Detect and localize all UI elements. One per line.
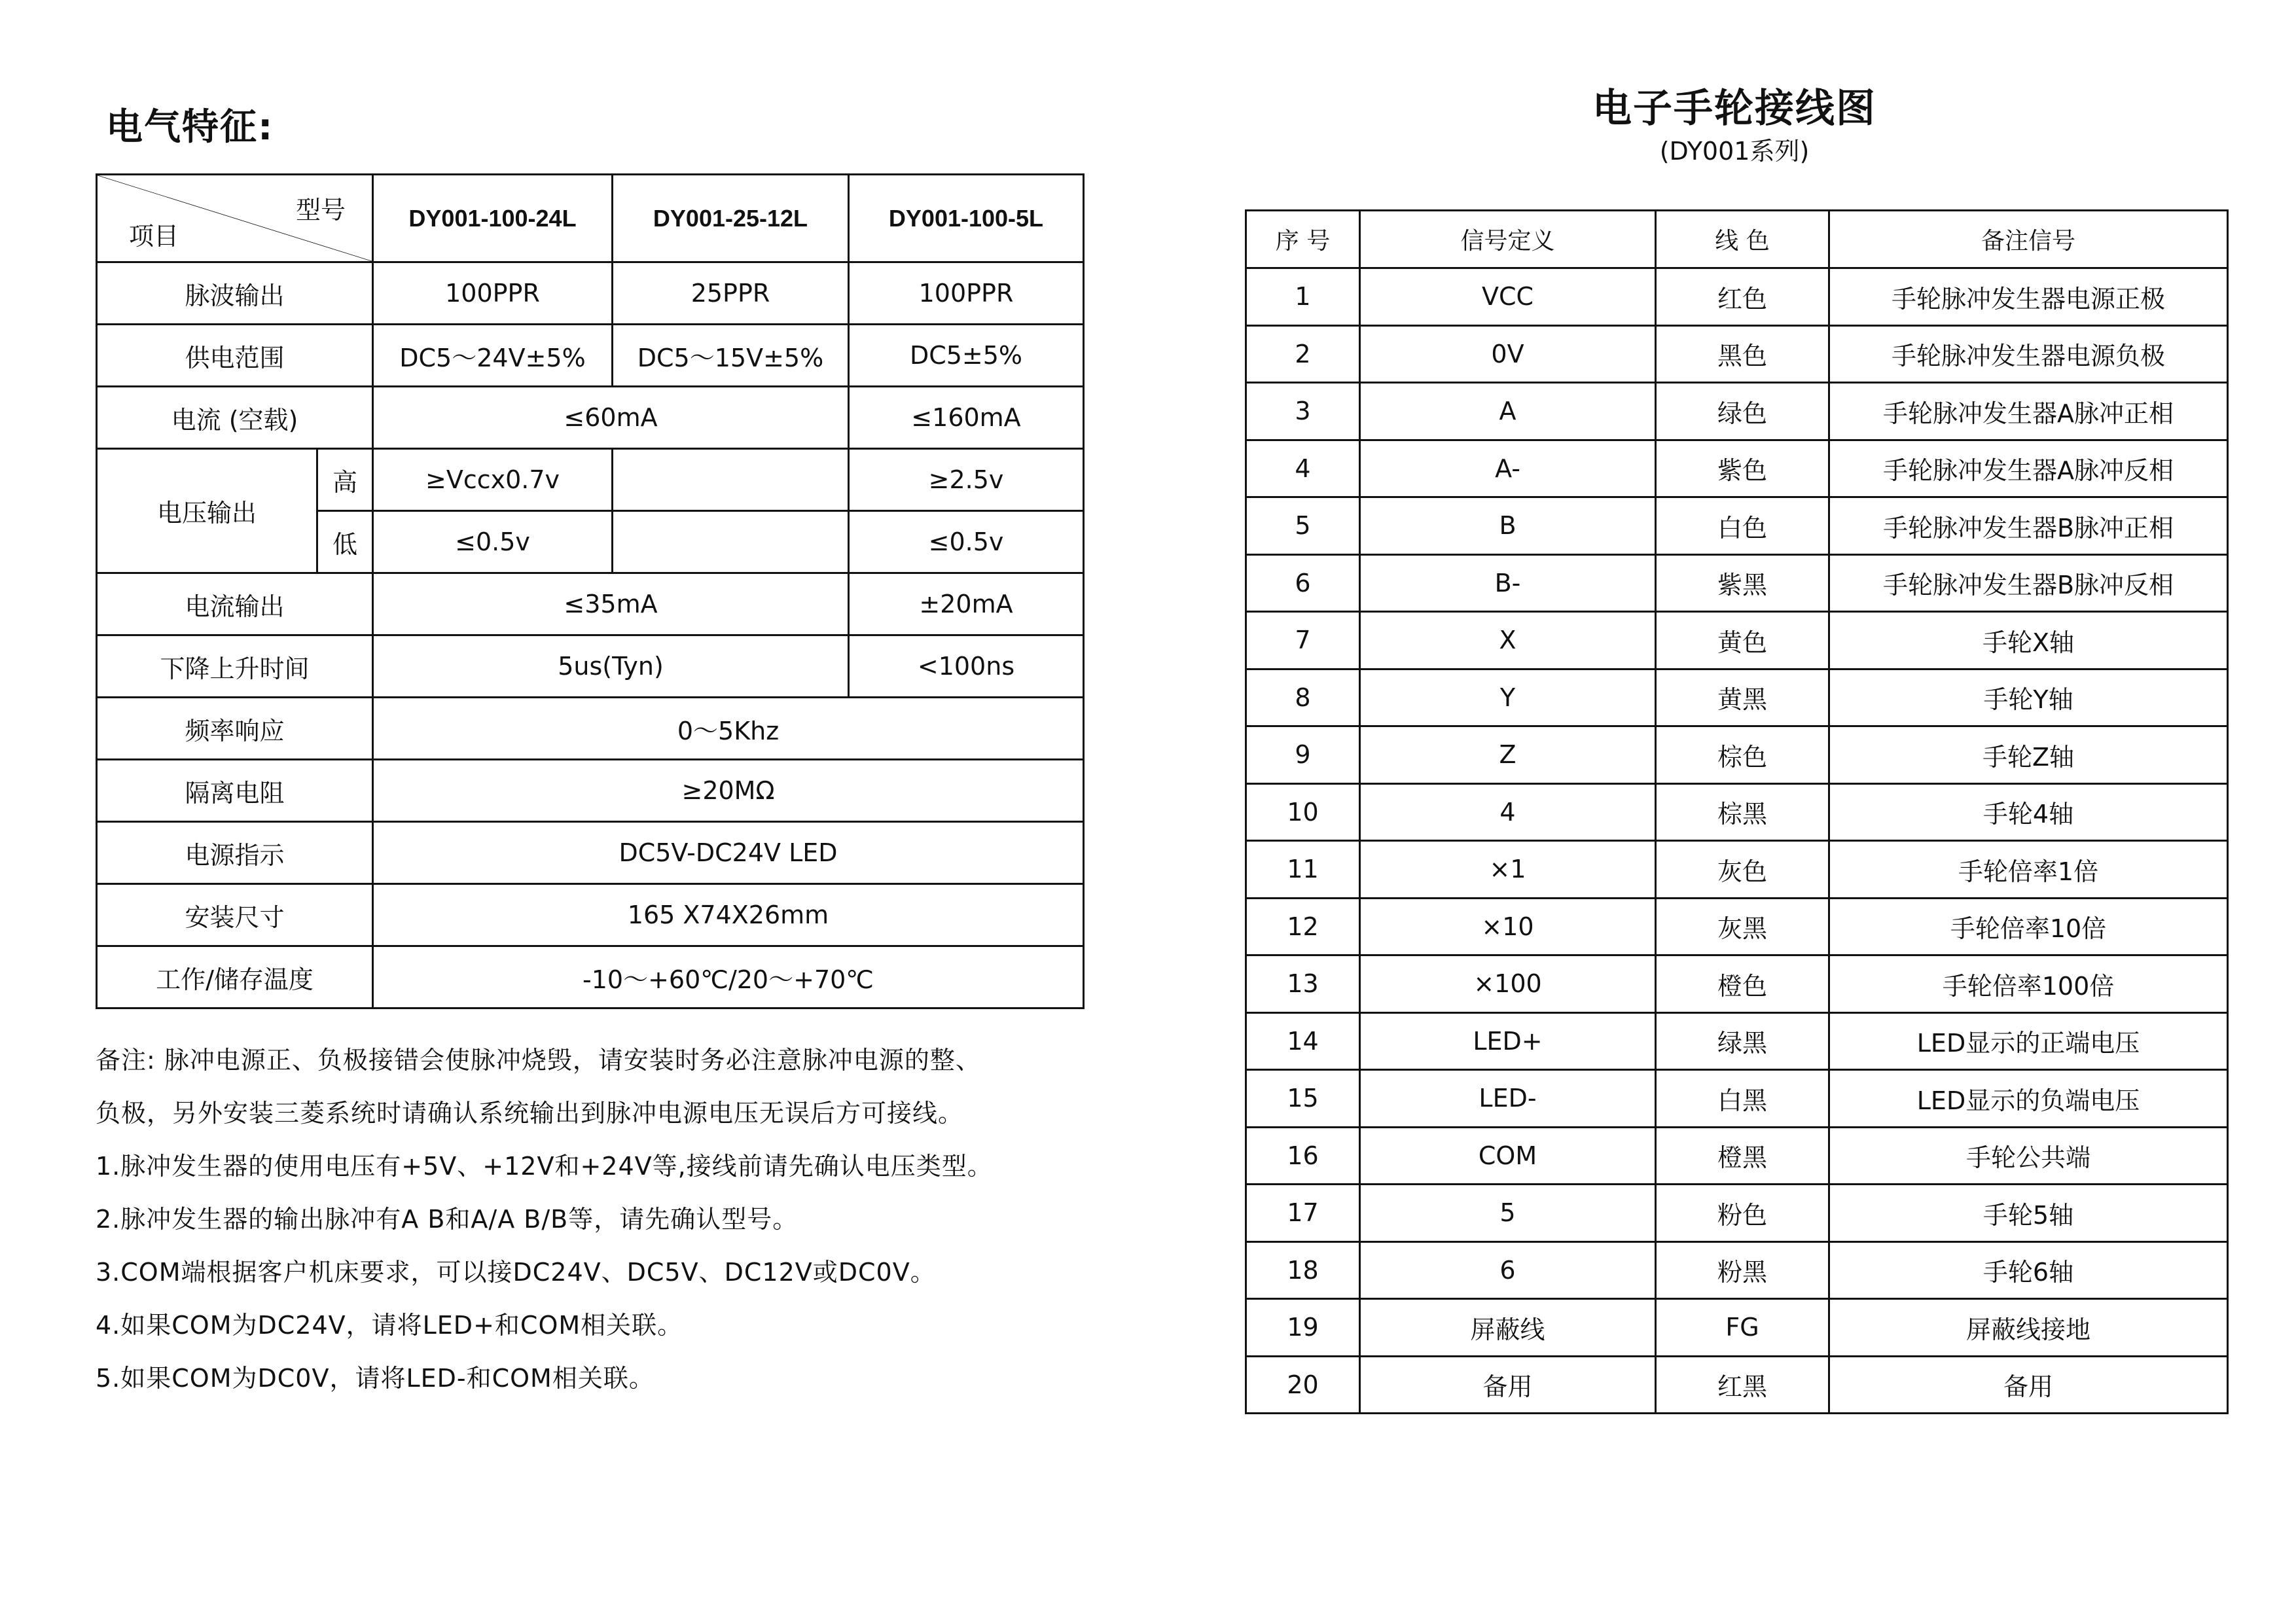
signal-note: 手轮6轴 xyxy=(1829,1241,2228,1299)
signal-definition: Y xyxy=(1360,669,1656,726)
wire-color: 棕色 xyxy=(1656,726,1829,784)
signal-definition: 4 xyxy=(1360,783,1656,841)
signal-definition: 5 xyxy=(1360,1185,1656,1242)
row-label: 电压输出 xyxy=(97,449,317,573)
row-number: 7 xyxy=(1246,612,1360,669)
note-line: 备注: 脉冲电源正、负极接错会使脉冲烧毁，请安装时务必注意脉冲电源的整、 xyxy=(96,1046,981,1075)
signal-note: 手轮倍率10倍 xyxy=(1829,898,2228,955)
table-cell xyxy=(613,511,849,573)
table-row xyxy=(97,760,1084,822)
row-number: 8 xyxy=(1246,669,1360,726)
table-row xyxy=(1246,440,2228,497)
table-row xyxy=(1246,1127,2228,1185)
series-subtitle: (DY001系列) xyxy=(1659,137,1810,166)
table-row xyxy=(1246,554,2228,612)
row-number: 16 xyxy=(1246,1127,1360,1185)
table-row xyxy=(1246,783,2228,841)
electrical-characteristics-title: 电气特征: xyxy=(106,106,274,149)
signal-definition: VCC xyxy=(1360,268,1656,326)
row-label: 电流输出 xyxy=(97,573,373,635)
row-number: 14 xyxy=(1246,1012,1360,1070)
signal-definition: 备用 xyxy=(1360,1356,1656,1414)
signal-definition: ×100 xyxy=(1360,955,1656,1013)
wiring-header-row xyxy=(1246,211,2228,268)
row-label: 供电范围 xyxy=(97,325,373,387)
signal-definition: A xyxy=(1360,383,1656,440)
table-row xyxy=(1246,1356,2228,1414)
row-number: 9 xyxy=(1246,726,1360,784)
table-row xyxy=(97,635,1084,698)
table-row xyxy=(97,449,1084,511)
wire-color: 绿色 xyxy=(1656,383,1829,440)
wire-color: FG xyxy=(1656,1299,1829,1357)
model-header: DY001-100-5L xyxy=(849,175,1084,262)
wire-color: 紫黑 xyxy=(1656,554,1829,612)
row-label: 下降上升时间 xyxy=(97,635,373,698)
row-number: 17 xyxy=(1246,1185,1360,1242)
model-header: DY001-100-24L xyxy=(373,175,613,262)
signal-note: LED显示的负端电压 xyxy=(1829,1070,2228,1128)
notes-block xyxy=(96,1034,1103,1405)
signal-note: 手轮X轴 xyxy=(1829,612,2228,669)
note-line: 5.如果COM为DC0V，请将LED-和COM相关联。 xyxy=(96,1364,655,1393)
wire-color: 棕黑 xyxy=(1656,783,1829,841)
signal-definition: ×1 xyxy=(1360,841,1656,899)
table-row xyxy=(1246,726,2228,784)
table-header-row xyxy=(97,175,1084,262)
wire-color: 红黑 xyxy=(1656,1356,1829,1414)
electrical-characteristics-table xyxy=(96,173,1085,1009)
row-number: 15 xyxy=(1246,1070,1360,1128)
table-cell: ≥2.5v xyxy=(849,449,1084,511)
signal-note: 手轮脉冲发生器A脉冲正相 xyxy=(1829,383,2228,440)
table-row xyxy=(1246,383,2228,440)
wiring-diagram-title: 电子手轮接线图 xyxy=(1592,86,1876,132)
table-row xyxy=(97,573,1084,635)
signal-note: 手轮5轴 xyxy=(1829,1185,2228,1242)
wire-color: 绿黑 xyxy=(1656,1012,1829,1070)
signal-definition: COM xyxy=(1360,1127,1656,1185)
table-row xyxy=(1246,612,2228,669)
model-label: 型号 xyxy=(295,196,346,224)
column-header: 序 号 xyxy=(1246,211,1360,268)
row-label: 电源指示 xyxy=(97,822,373,884)
table-row xyxy=(1246,497,2228,555)
signal-note: 手轮4轴 xyxy=(1829,783,2228,841)
signal-note: 手轮脉冲发生器电源正极 xyxy=(1829,268,2228,326)
table-row xyxy=(1246,955,2228,1013)
wire-color: 紫色 xyxy=(1656,440,1829,497)
signal-definition: LED- xyxy=(1360,1070,1656,1128)
column-header: 备注信号 xyxy=(1829,211,2228,268)
wire-color: 黑色 xyxy=(1656,325,1829,383)
table-cell: 100PPR xyxy=(849,262,1084,325)
row-number: 2 xyxy=(1246,325,1360,383)
table-row xyxy=(1246,898,2228,955)
wire-color: 橙色 xyxy=(1656,955,1829,1013)
wire-color: 白色 xyxy=(1656,497,1829,555)
table-row xyxy=(97,698,1084,760)
row-label: 隔离电阻 xyxy=(97,760,373,822)
table-cell: 5us(Tyn) xyxy=(373,635,849,698)
signal-definition: 6 xyxy=(1360,1241,1656,1299)
signal-definition: 0V xyxy=(1360,325,1656,383)
table-row xyxy=(1246,325,2228,383)
note-line: 负极，另外安装三菱系统时请确认系统输出到脉冲电源电压无误后方可接线。 xyxy=(96,1099,964,1128)
table-row xyxy=(1246,268,2228,326)
table-row xyxy=(97,822,1084,884)
table-cell: DC5～15V±5% xyxy=(613,325,849,387)
row-sublabel: 低 xyxy=(317,511,373,573)
row-label: 频率响应 xyxy=(97,698,373,760)
wire-color: 粉黑 xyxy=(1656,1241,1829,1299)
signal-note: 手轮脉冲发生器A脉冲反相 xyxy=(1829,440,2228,497)
row-sublabel: 高 xyxy=(317,449,373,511)
row-number: 3 xyxy=(1246,383,1360,440)
signal-note: 手轮倍率100倍 xyxy=(1829,955,2228,1013)
table-row xyxy=(1246,1241,2228,1299)
table-row xyxy=(1246,1299,2228,1357)
row-number: 18 xyxy=(1246,1241,1360,1299)
signal-note: 手轮Y轴 xyxy=(1829,669,2228,726)
signal-definition: ×10 xyxy=(1360,898,1656,955)
note-line: 1.脉冲发生器的使用电压有+5V、+12V和+24V等,接线前请先确认电压类型。 xyxy=(96,1152,993,1181)
note-line: 2.脉冲发生器的输出脉冲有A B和A/A B/B等，请先确认型号。 xyxy=(96,1205,798,1234)
table-cell: ≤0.5v xyxy=(849,511,1084,573)
row-number: 10 xyxy=(1246,783,1360,841)
wiring-table-body xyxy=(1246,268,2228,1414)
table-row xyxy=(97,325,1084,387)
signal-definition: 屏蔽线 xyxy=(1360,1299,1656,1357)
table-cell: ≥20MΩ xyxy=(373,760,1084,822)
row-number: 11 xyxy=(1246,841,1360,899)
table-row xyxy=(97,946,1084,1008)
model-header: DY001-25-12L xyxy=(613,175,849,262)
row-number: 1 xyxy=(1246,268,1360,326)
row-label: 工作/储存温度 xyxy=(97,946,373,1008)
signal-definition: B- xyxy=(1360,554,1656,612)
note-line: 3.COM端根据客户机床要求，可以接DC24V、DC5V、DC12V或DC0V。 xyxy=(96,1258,936,1287)
row-number: 20 xyxy=(1246,1356,1360,1414)
row-number: 4 xyxy=(1246,440,1360,497)
signal-note: 手轮脉冲发生器B脉冲正相 xyxy=(1829,497,2228,555)
wire-color: 橙黑 xyxy=(1656,1127,1829,1185)
table-row xyxy=(1246,1070,2228,1128)
wire-color: 灰色 xyxy=(1656,841,1829,899)
row-number: 19 xyxy=(1246,1299,1360,1357)
signal-definition: B xyxy=(1360,497,1656,555)
table-cell: DC5V-DC24V LED xyxy=(373,822,1084,884)
wire-color: 白黑 xyxy=(1656,1070,1829,1128)
table-cell: ±20mA xyxy=(849,573,1084,635)
wire-color: 灰黑 xyxy=(1656,898,1829,955)
wire-color: 红色 xyxy=(1656,268,1829,326)
table-cell: ≤160mA xyxy=(849,387,1084,449)
table-row xyxy=(1246,669,2228,726)
table-cell: 100PPR xyxy=(373,262,613,325)
row-label: 电流 (空载) xyxy=(97,387,373,449)
signal-note: 手轮脉冲发生器B脉冲反相 xyxy=(1829,554,2228,612)
signal-note: 手轮Z轴 xyxy=(1829,726,2228,784)
table-row xyxy=(97,884,1084,946)
row-number: 13 xyxy=(1246,955,1360,1013)
wiring-table xyxy=(1245,209,2229,1414)
signal-note: 手轮倍率1倍 xyxy=(1829,841,2228,899)
wire-color: 粉色 xyxy=(1656,1185,1829,1242)
wire-color: 黄黑 xyxy=(1656,669,1829,726)
table-row xyxy=(97,262,1084,325)
signal-definition: LED+ xyxy=(1360,1012,1656,1070)
row-label: 安装尺寸 xyxy=(97,884,373,946)
signal-note: 手轮公共端 xyxy=(1829,1127,2228,1185)
table-cell: 25PPR xyxy=(613,262,849,325)
table-cell: DC5～24V±5% xyxy=(373,325,613,387)
table-row xyxy=(1246,1185,2228,1242)
table-cell: -10～+60℃/20～+70℃ xyxy=(373,946,1084,1008)
signal-definition: X xyxy=(1360,612,1656,669)
row-label: 脉波输出 xyxy=(97,262,373,325)
note-line: 4.如果COM为DC24V，请将LED+和COM相关联。 xyxy=(96,1311,683,1340)
table-cell: ≤60mA xyxy=(373,387,849,449)
table-cell: 165 X74X26mm xyxy=(373,884,1084,946)
table-row xyxy=(1246,841,2228,899)
table-cell: ≤0.5v xyxy=(373,511,613,573)
signal-note: LED显示的正端电压 xyxy=(1829,1012,2228,1070)
table-cell: ≥Vccx0.7v xyxy=(373,449,613,511)
table-cell: 0～5Khz xyxy=(373,698,1084,760)
signal-definition: A- xyxy=(1360,440,1656,497)
signal-note: 屏蔽线接地 xyxy=(1829,1299,2228,1357)
table-cell xyxy=(613,449,849,511)
row-number: 6 xyxy=(1246,554,1360,612)
table-row xyxy=(97,387,1084,449)
item-label: 项目 xyxy=(129,222,179,251)
signal-note: 手轮脉冲发生器电源负极 xyxy=(1829,325,2228,383)
column-header: 线 色 xyxy=(1656,211,1829,268)
table-cell: ≤35mA xyxy=(373,573,849,635)
table-cell: <100ns xyxy=(849,635,1084,698)
table-cell: DC5±5% xyxy=(849,325,1084,387)
row-number: 12 xyxy=(1246,898,1360,955)
table-row xyxy=(1246,1012,2228,1070)
diagonal-header-cell xyxy=(97,175,373,262)
wire-color: 黄色 xyxy=(1656,612,1829,669)
signal-note: 备用 xyxy=(1829,1356,2228,1414)
row-number: 5 xyxy=(1246,497,1360,555)
column-header: 信号定义 xyxy=(1360,211,1656,268)
signal-definition: Z xyxy=(1360,726,1656,784)
